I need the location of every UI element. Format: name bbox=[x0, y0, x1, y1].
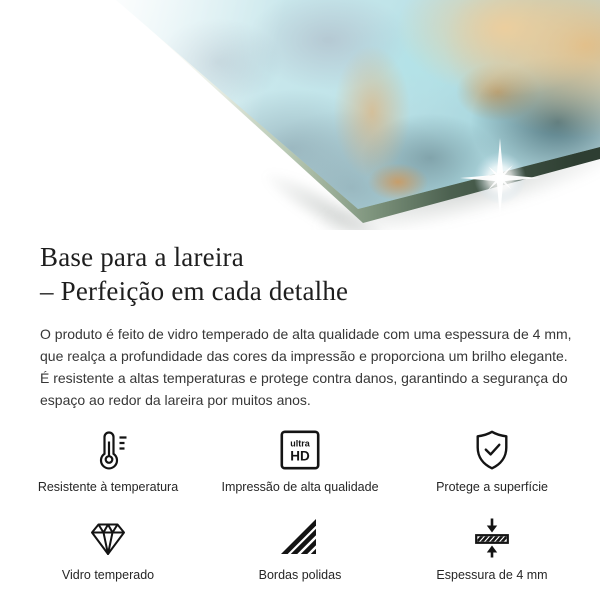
features-grid bbox=[12, 427, 588, 583]
feature-print-quality bbox=[204, 427, 396, 495]
feature-label: Protege a superfície bbox=[436, 480, 548, 494]
feature-label: Bordas polidas bbox=[258, 568, 342, 582]
feature-temperature bbox=[12, 427, 204, 495]
feature-polished-edges bbox=[204, 515, 396, 583]
ultra-hd-bottom-text: HD bbox=[290, 448, 310, 464]
ultra-hd-top-text: ultra bbox=[290, 438, 310, 449]
diamond-icon bbox=[85, 515, 131, 561]
feature-label: Vidro temperado bbox=[61, 568, 155, 582]
feature-thickness bbox=[396, 515, 588, 583]
page-title bbox=[40, 240, 600, 308]
product-description-text: O produto é feito de vidro temperado de alta qualidade com uma espessura de 4 mm, que realça a profundidade das cores da impressão e proporciona um brilho elegante. É resistente a altas temperaturas e protege contra danos, garantindo a segurança do espaço ao redor da lareira por muitos anos. bbox=[40, 326, 572, 408]
feature-label: Impressão de alta qualidade bbox=[221, 480, 379, 494]
feature-label: Resistente à temperatura bbox=[37, 480, 179, 494]
polished-edges-icon bbox=[277, 515, 323, 561]
feature-label: Espessura de 4 mm bbox=[436, 568, 548, 582]
thermometer-icon bbox=[85, 427, 131, 473]
title-line-2: – Perfeição em cada detalhe bbox=[40, 276, 349, 306]
sparkle-glint-icon bbox=[458, 136, 542, 220]
ultra-hd-icon bbox=[277, 427, 323, 473]
title-line-1: Base para a lareira bbox=[40, 242, 244, 272]
product-photo bbox=[0, 0, 600, 230]
feature-tempered-glass bbox=[12, 515, 204, 583]
thickness-icon bbox=[469, 515, 515, 561]
shield-check-icon bbox=[469, 427, 515, 473]
feature-surface-protection bbox=[396, 427, 588, 495]
